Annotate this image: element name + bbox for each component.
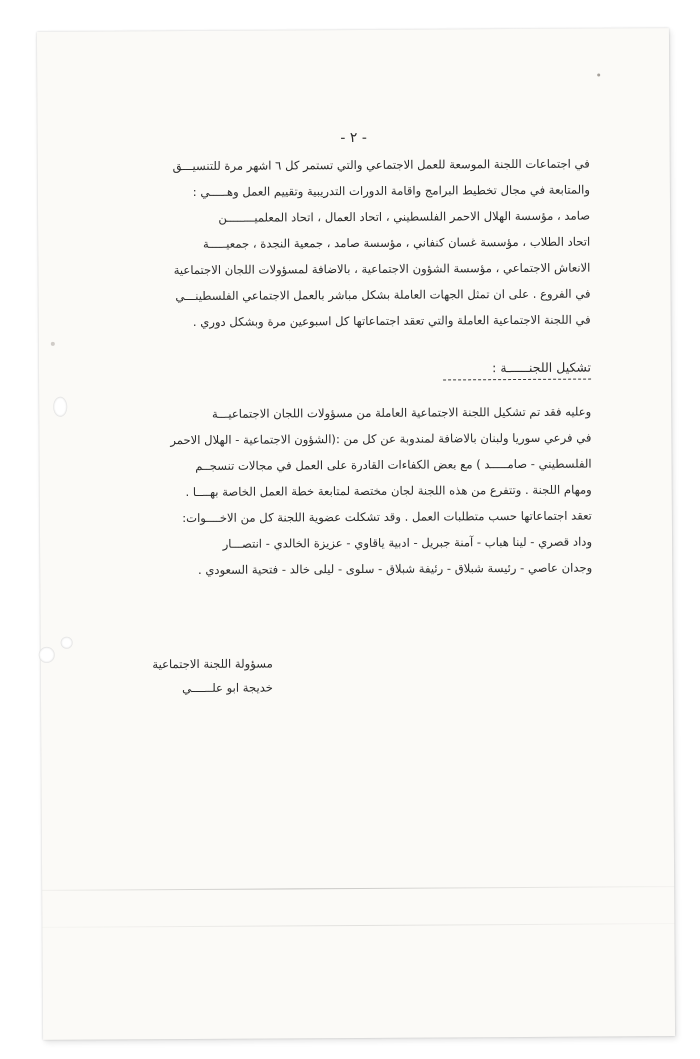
text-line: في اللجنة الاجتماعية العاملة والتي تعقد اجتماعاتها كل اسبوعين مرة وبشكل دوري . xyxy=(192,312,591,329)
text-line: وعليه فقد تم تشكيل اللجنة الاجتماعية العاملة من مسؤولات اللجان الاجتماعيـــة xyxy=(211,404,592,421)
heading-underline xyxy=(443,379,591,381)
punch-hole xyxy=(39,647,55,663)
text-line: ومهام اللجنة . وتتفرع من هذه اللجنة لجان مختصة لمتابعة خطة العمل الخاصة بهــــا . xyxy=(185,482,592,500)
signature-title: مسؤولة اللجنة الاجتماعية xyxy=(152,656,273,672)
page-number: - ٢ - xyxy=(340,129,367,147)
text-line: الانعاش الاجتماعي ، مؤسسة الشؤون الاجتماعية ، بالاضافة لمسؤولات اللجان الاجتماعية xyxy=(173,260,591,278)
text-line: صامد ، مؤسسة الهلال الاحمر الفلسطيني ، اتحاد العمال ، اتحاد المعلميــــــــن xyxy=(218,208,591,225)
punch-hole xyxy=(53,397,67,417)
paragraph-committees xyxy=(37,28,669,329)
ink-speck xyxy=(597,73,600,76)
text-line: في اجتماعات اللجنة الموسعة للعمل الاجتماعي والتي تستمر كل ٦ اشهر مرة للتنسيـــق xyxy=(172,156,590,174)
document-sheet xyxy=(37,28,675,1040)
text-line: وجدان عاصي - رئيسة شبلاق - رئيفة شبلاق - سلوى - ليلى خالد - فتحية السعودي . xyxy=(197,560,593,577)
punch-hole xyxy=(61,637,73,649)
text-line: في فرعي سوريا ولبنان بالاضافة لمندوبة عن كل من :(الشؤون الاجتماعية - الهلال الاحمر xyxy=(170,430,592,448)
ink-speck xyxy=(51,342,55,346)
paper-fold-crease xyxy=(42,923,674,928)
text-line: اتحاد الطلاب ، مؤسسة غسان كنفاني ، مؤسسة صامد ، جمعية النجدة ، جمعيـــــة xyxy=(202,234,591,251)
text-line: تعقد اجتماعاتها حسب متطلبات العمل . وقد تشكلت عضوية اللجنة كل من الاخــــوات: xyxy=(182,508,592,526)
paper-fold-crease xyxy=(42,886,674,891)
signature-name: خديجة ابو علــــــي xyxy=(182,680,273,696)
text-line: والمتابعة في مجال تخطيط البرامج واقامة الدورات التدريبية وتقييم العمل وهـــــي : xyxy=(192,182,590,199)
text-line: وداد قصري - لينا هباب - آمنة جبريل - ادبية ياقاوي - عزيزة الخالدي - انتصـــار xyxy=(222,534,593,551)
section-heading: تشكيل اللجنــــــة : xyxy=(492,359,592,376)
text-line: الفلسطيني - صامـــــد ) مع بعض الكفاءات القادرة على العمل في مجالات تنسجــم xyxy=(195,456,592,473)
text-line: في الفروع . على ان تمثل الجهات العاملة بشكل مباشر بالعمل الاجتماعي الفلسطينـــي xyxy=(175,286,591,304)
